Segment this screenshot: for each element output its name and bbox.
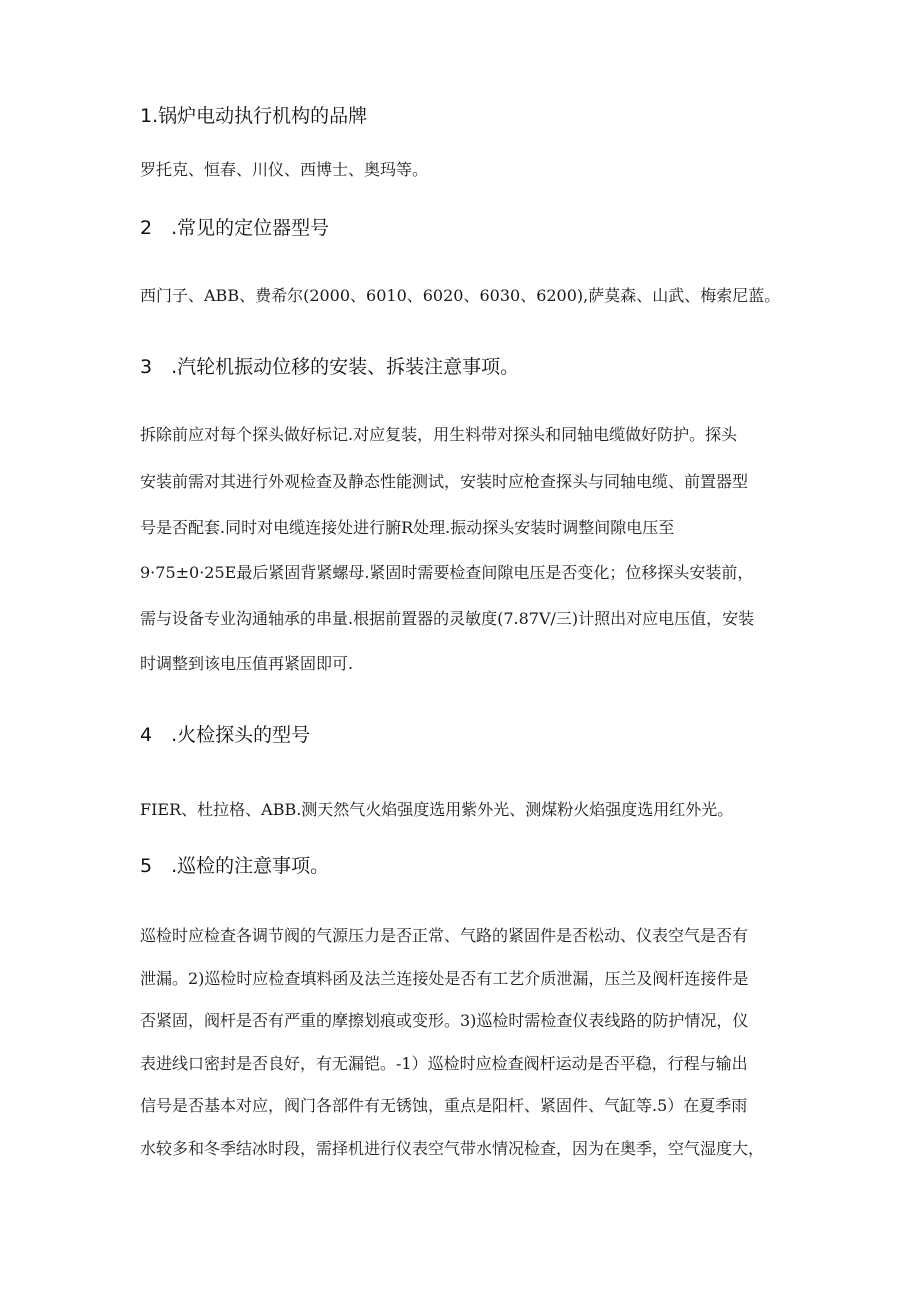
section-5-line-3: 否紧固，阀杆是否有严重的摩擦划痕或变形。3)巡检时需检查仪表线路的防护情况，仪 [140,1011,749,1030]
section-4-text: FIER、杜拉格、ABB.测天然气火焰强度选用紫外光、测煤粉火焰强度选用红外光。 [140,800,734,819]
section-5-line-6: 水较多和冬季结冰时段，需择机进行仪表空气带水情况检查，因为在奥季，空气湿度大， [140,1139,765,1158]
section-5-line-1: 巡检时应检查各调节阀的气源压力是否正常、气路的紧固件是否松动、仪表空气是否有 [140,926,749,945]
section-3-line-1: 拆除前应对每个探头做好标记.对应复装，用生料带对探头和同轴电缆做好防护。探头 [140,425,738,444]
section-1-text: 罗托克、恒春、川仪、西博士、奥玛等。 [140,160,429,179]
section-4-heading: 4 .火检探头的型号 [140,724,311,746]
section-5-line-4: 表进线口密封是否良好，有无漏铠。-1）巡检时应检查阀杆运动是否平稳，行程与输出 [140,1054,748,1073]
section-2-heading: 2 .常见的定位器型号 [140,217,330,239]
section-2-text: 西门子、ABB、费希尔(2000、6010、6020、6030、6200),萨莫森、山武、梅索尼蓝。 [140,286,781,305]
section-3-heading: 3 .汽轮机振动位移的安装、拆装注意事项。 [140,356,520,378]
section-3-line-3: 号是否配套.同时对电缆连接处进行腑R处理.振动探头安装时调整间隙电压至 [140,518,675,537]
section-5-line-5: 信号是否基本对应，阀门各部件有无锈蚀，重点是阳杆、紧固件、气缸等.5）在夏季雨 [140,1096,748,1115]
section-3-line-5: 需与设备专业沟通轴承的串量.根据前置器的灵敏度(7.87V/三)计照出对应电压值，安装 [140,609,755,628]
section-5-line-2: 泄漏。2)巡检时应检查填料函及法兰连接处是否有工艺介质泄漏，压兰及阀杆连接件是 [140,969,749,988]
section-5-heading: 5 .巡检的注意事项。 [140,855,330,877]
section-1-heading: 1.锅炉电动执行机构的品牌 [140,105,368,127]
section-3-line-6: 时调整到该电压值再紧固即可. [140,654,354,673]
section-3-line-2: 安装前需对其进行外观检查及静态性能测试，安装时应枪查探头与同轴电缆、前置器型 [140,472,749,491]
section-3-line-4: 9·75±0·25E最后紧固背紧螺母.紧固时需要检查间隙电压是否变化；位移探头安装前， [140,563,754,582]
